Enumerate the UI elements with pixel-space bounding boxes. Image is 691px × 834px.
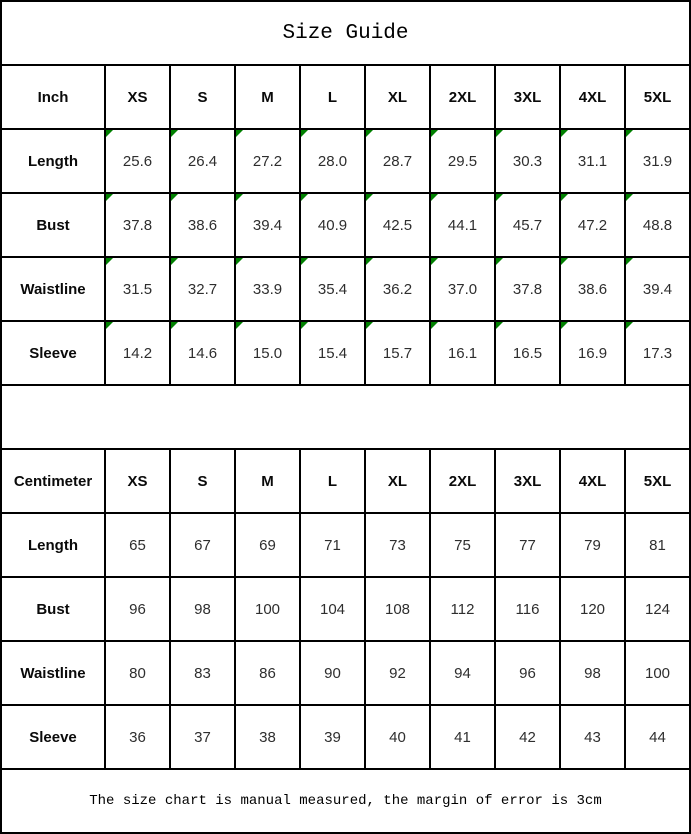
data-row <box>1 513 690 577</box>
corner-triangle-icon <box>626 322 633 329</box>
page-title: Size Guide <box>1 1 690 65</box>
value-cell: 38.6 <box>170 193 235 257</box>
value-cell: 37 <box>170 705 235 769</box>
data-row <box>1 321 690 385</box>
value-cell: 26.4 <box>170 129 235 193</box>
size-header-cell: S <box>170 449 235 513</box>
value-cell: 92 <box>365 641 430 705</box>
value-cell: 38 <box>235 705 300 769</box>
value-cell: 29.5 <box>430 129 495 193</box>
size-header-cell: 4XL <box>560 449 625 513</box>
size-header-cell: M <box>235 65 300 129</box>
value-cell: 124 <box>625 577 690 641</box>
value-cell: 39 <box>300 705 365 769</box>
size-header-cell: 4XL <box>560 65 625 129</box>
corner-triangle-icon <box>496 194 503 201</box>
corner-triangle-icon <box>236 194 243 201</box>
corner-triangle-icon <box>301 194 308 201</box>
value-cell: 47.2 <box>560 193 625 257</box>
corner-triangle-icon <box>171 194 178 201</box>
corner-triangle-icon <box>561 322 568 329</box>
footer-note: The size chart is manual measured, the margin of error is 3cm <box>1 769 690 833</box>
corner-triangle-icon <box>301 322 308 329</box>
row-label-cell: Bust <box>1 193 105 257</box>
value-cell: 96 <box>495 641 560 705</box>
value-cell: 39.4 <box>625 257 690 321</box>
corner-triangle-icon <box>496 258 503 265</box>
value-cell: 37.0 <box>430 257 495 321</box>
value-cell: 35.4 <box>300 257 365 321</box>
value-cell: 39.4 <box>235 193 300 257</box>
value-cell: 83 <box>170 641 235 705</box>
value-cell: 48.8 <box>625 193 690 257</box>
corner-triangle-icon <box>106 258 113 265</box>
corner-triangle-icon <box>366 130 373 137</box>
row-label-cell: Waistline <box>1 257 105 321</box>
value-cell: 40 <box>365 705 430 769</box>
corner-triangle-icon <box>561 194 568 201</box>
corner-triangle-icon <box>431 130 438 137</box>
size-header-cell: 5XL <box>625 449 690 513</box>
value-cell: 100 <box>625 641 690 705</box>
size-header-cell: M <box>235 449 300 513</box>
size-header-cell: 3XL <box>495 449 560 513</box>
value-cell: 90 <box>300 641 365 705</box>
corner-triangle-icon <box>561 258 568 265</box>
corner-triangle-icon <box>431 322 438 329</box>
value-cell: 71 <box>300 513 365 577</box>
row-label-cell: Length <box>1 129 105 193</box>
value-cell: 16.9 <box>560 321 625 385</box>
value-cell: 17.3 <box>625 321 690 385</box>
value-cell: 16.5 <box>495 321 560 385</box>
value-cell: 75 <box>430 513 495 577</box>
value-cell: 98 <box>560 641 625 705</box>
value-cell: 69 <box>235 513 300 577</box>
value-cell: 100 <box>235 577 300 641</box>
data-row <box>1 705 690 769</box>
corner-triangle-icon <box>106 322 113 329</box>
value-cell: 40.9 <box>300 193 365 257</box>
value-cell: 31.5 <box>105 257 170 321</box>
value-cell: 81 <box>625 513 690 577</box>
row-label-cell: Bust <box>1 577 105 641</box>
size-header-cell: S <box>170 65 235 129</box>
corner-triangle-icon <box>236 130 243 137</box>
corner-triangle-icon <box>171 322 178 329</box>
value-cell: 67 <box>170 513 235 577</box>
value-cell: 32.7 <box>170 257 235 321</box>
value-cell: 14.6 <box>170 321 235 385</box>
unit-header-cell: Centimeter <box>1 449 105 513</box>
value-cell: 15.4 <box>300 321 365 385</box>
value-cell: 65 <box>105 513 170 577</box>
value-cell: 28.0 <box>300 129 365 193</box>
size-header-cell: 5XL <box>625 65 690 129</box>
size-header-cell: 3XL <box>495 65 560 129</box>
value-cell: 44.1 <box>430 193 495 257</box>
value-cell: 116 <box>495 577 560 641</box>
data-row <box>1 641 690 705</box>
value-cell: 96 <box>105 577 170 641</box>
corner-triangle-icon <box>626 130 633 137</box>
value-cell: 38.6 <box>560 257 625 321</box>
value-cell: 43 <box>560 705 625 769</box>
corner-triangle-icon <box>171 130 178 137</box>
value-cell: 98 <box>170 577 235 641</box>
value-cell: 14.2 <box>105 321 170 385</box>
value-cell: 45.7 <box>495 193 560 257</box>
centimeter-header-row <box>1 449 690 513</box>
footer-row <box>1 769 690 833</box>
row-label-cell: Sleeve <box>1 705 105 769</box>
value-cell: 16.1 <box>430 321 495 385</box>
value-cell: 36 <box>105 705 170 769</box>
corner-triangle-icon <box>106 130 113 137</box>
value-cell: 108 <box>365 577 430 641</box>
corner-triangle-icon <box>366 258 373 265</box>
data-row <box>1 577 690 641</box>
corner-triangle-icon <box>301 130 308 137</box>
corner-triangle-icon <box>431 258 438 265</box>
corner-triangle-icon <box>366 194 373 201</box>
value-cell: 120 <box>560 577 625 641</box>
inch-header-row <box>1 65 690 129</box>
corner-triangle-icon <box>496 130 503 137</box>
size-header-cell: L <box>300 65 365 129</box>
spacer-row <box>1 385 690 449</box>
size-header-cell: L <box>300 449 365 513</box>
value-cell: 37.8 <box>105 193 170 257</box>
size-header-cell: XS <box>105 65 170 129</box>
value-cell: 77 <box>495 513 560 577</box>
title-row <box>1 1 690 65</box>
value-cell: 86 <box>235 641 300 705</box>
value-cell: 31.1 <box>560 129 625 193</box>
value-cell: 28.7 <box>365 129 430 193</box>
data-row <box>1 257 690 321</box>
unit-header-cell: Inch <box>1 65 105 129</box>
value-cell: 25.6 <box>105 129 170 193</box>
value-cell: 41 <box>430 705 495 769</box>
value-cell: 15.0 <box>235 321 300 385</box>
corner-triangle-icon <box>171 258 178 265</box>
data-row <box>1 129 690 193</box>
size-header-cell: 2XL <box>430 65 495 129</box>
value-cell: 31.9 <box>625 129 690 193</box>
corner-triangle-icon <box>236 258 243 265</box>
row-label-cell: Length <box>1 513 105 577</box>
row-label-cell: Waistline <box>1 641 105 705</box>
corner-triangle-icon <box>106 194 113 201</box>
corner-triangle-icon <box>366 322 373 329</box>
value-cell: 94 <box>430 641 495 705</box>
corner-triangle-icon <box>301 258 308 265</box>
value-cell: 44 <box>625 705 690 769</box>
value-cell: 36.2 <box>365 257 430 321</box>
value-cell: 27.2 <box>235 129 300 193</box>
value-cell: 80 <box>105 641 170 705</box>
size-header-cell: XL <box>365 449 430 513</box>
value-cell: 42.5 <box>365 193 430 257</box>
size-header-cell: XS <box>105 449 170 513</box>
value-cell: 112 <box>430 577 495 641</box>
corner-triangle-icon <box>561 130 568 137</box>
value-cell: 30.3 <box>495 129 560 193</box>
row-label-cell: Sleeve <box>1 321 105 385</box>
value-cell: 15.7 <box>365 321 430 385</box>
data-row <box>1 193 690 257</box>
value-cell: 104 <box>300 577 365 641</box>
size-header-cell: 2XL <box>430 449 495 513</box>
corner-triangle-icon <box>626 194 633 201</box>
value-cell: 33.9 <box>235 257 300 321</box>
value-cell: 37.8 <box>495 257 560 321</box>
corner-triangle-icon <box>626 258 633 265</box>
spacer-cell <box>1 385 690 449</box>
value-cell: 42 <box>495 705 560 769</box>
size-header-cell: XL <box>365 65 430 129</box>
value-cell: 79 <box>560 513 625 577</box>
corner-triangle-icon <box>431 194 438 201</box>
corner-triangle-icon <box>496 322 503 329</box>
value-cell: 73 <box>365 513 430 577</box>
corner-triangle-icon <box>236 322 243 329</box>
